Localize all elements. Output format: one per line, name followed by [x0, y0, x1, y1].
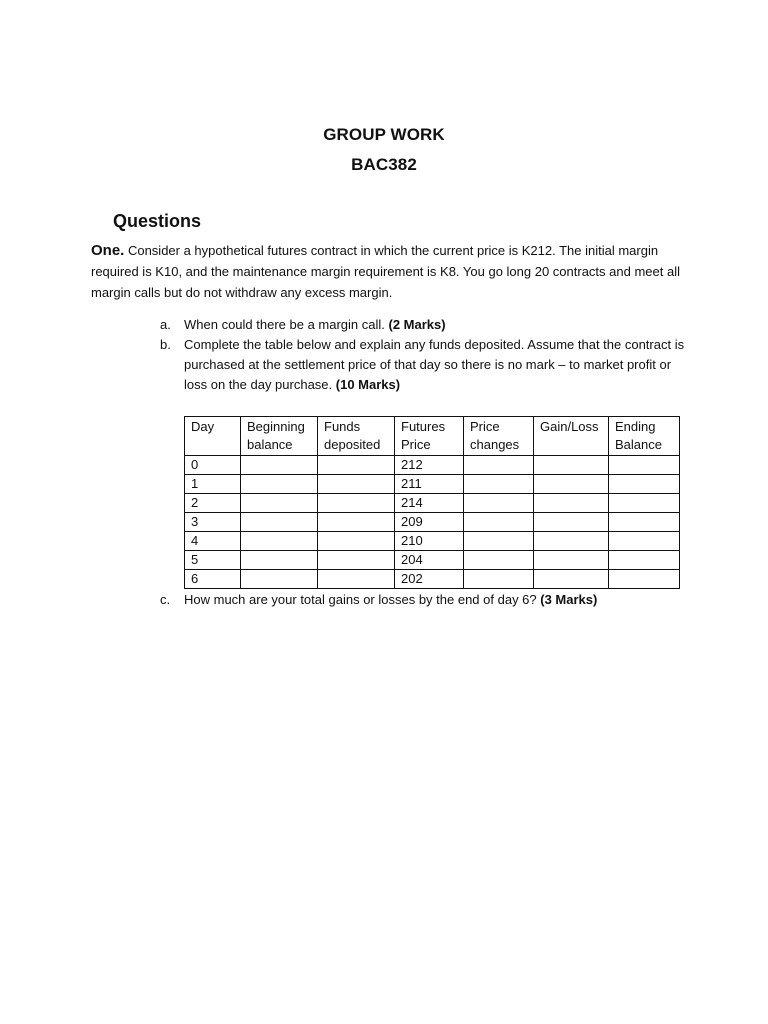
list-marker: a.: [160, 317, 171, 332]
list-item: [160, 315, 690, 335]
table-cell: 0: [185, 456, 241, 475]
header-funds-deposited: Funds deposited: [318, 417, 395, 456]
table-cell: [318, 456, 395, 475]
table-cell: 1: [185, 475, 241, 494]
table-cell: [609, 456, 680, 475]
list-marker: b.: [160, 337, 171, 352]
table-cell: [609, 532, 680, 551]
header-beginning-balance: Beginning balance: [241, 417, 318, 456]
table-cell: [534, 475, 609, 494]
table-cell: [318, 551, 395, 570]
table-cell: [241, 532, 318, 551]
question-parts-list: [160, 315, 690, 395]
document-title: GROUP WORK: [323, 125, 445, 144]
list-marker: c.: [160, 592, 171, 607]
table-row: [185, 570, 680, 589]
table-cell: [464, 513, 534, 532]
section-heading: Questions: [113, 211, 202, 231]
table-cell: [464, 475, 534, 494]
table-cell: 210: [395, 532, 464, 551]
course-code: BAC382: [351, 155, 417, 174]
header-gain-loss: Gain/Loss: [534, 417, 609, 456]
table-cell: [534, 551, 609, 570]
table-cell: 4: [185, 532, 241, 551]
table-row: [185, 513, 680, 532]
table-cell: [241, 494, 318, 513]
table-cell: [241, 570, 318, 589]
question-one: [91, 240, 691, 303]
question-text: Consider a hypothetical futures contract in which the current price is K212. The initial margin required is K10, and the maintenance margin requirement is K8. You go long 20 contracts and meet all margin calls but do not withdraw any excess margin.: [91, 243, 680, 300]
header-day: Day: [185, 417, 241, 456]
table-row: [185, 551, 680, 570]
table-row: [185, 456, 680, 475]
table-cell: [318, 532, 395, 551]
header-price-changes: Price changes: [464, 417, 534, 456]
table-cell: 202: [395, 570, 464, 589]
table-cell: 212: [395, 456, 464, 475]
table-row: [185, 494, 680, 513]
table-cell: [534, 532, 609, 551]
table-cell: [609, 513, 680, 532]
marks-label: (10 Marks): [335, 377, 401, 392]
marks-label: (3 Marks): [540, 592, 598, 607]
table-cell: [464, 551, 534, 570]
table-cell: 3: [185, 513, 241, 532]
table-cell: [609, 551, 680, 570]
list-item-text: How much are your total gains or losses by the end of day 6?: [184, 592, 541, 607]
table-cell: [318, 570, 395, 589]
table-cell: 2: [185, 494, 241, 513]
table-cell: [609, 475, 680, 494]
header-ending-balance: Ending Balance: [609, 417, 680, 456]
list-item: [160, 590, 690, 610]
table-cell: [241, 475, 318, 494]
table-cell: 204: [395, 551, 464, 570]
table-cell: [241, 513, 318, 532]
table-cell: [534, 570, 609, 589]
table-cell: [534, 494, 609, 513]
question-number: One.: [91, 242, 125, 259]
table-row: [185, 532, 680, 551]
table-cell: [464, 494, 534, 513]
table-cell: 209: [395, 513, 464, 532]
list-item-text: Complete the table below and explain any funds deposited. Assume that the contract is purchased at the settlement price of that day so there is no mark – to market profit or loss on the day purchase.: [184, 337, 685, 392]
table-cell: 6: [185, 570, 241, 589]
table-cell: 214: [395, 494, 464, 513]
table-cell: [318, 475, 395, 494]
table-cell: [534, 513, 609, 532]
margin-account-table: [184, 416, 680, 589]
table-cell: 211: [395, 475, 464, 494]
table-cell: [318, 513, 395, 532]
table-header-row: [185, 417, 680, 456]
table-cell: [241, 456, 318, 475]
table-cell: [241, 551, 318, 570]
header-futures-price: Futures Price: [395, 417, 464, 456]
list-item-text: When could there be a margin call.: [184, 317, 389, 332]
table-cell: [464, 570, 534, 589]
table-cell: [609, 570, 680, 589]
table-cell: 5: [185, 551, 241, 570]
table-cell: [464, 532, 534, 551]
list-item: [160, 335, 690, 395]
table-cell: [318, 494, 395, 513]
marks-label: (2 Marks): [388, 317, 446, 332]
question-parts-list-continued: [160, 590, 690, 610]
table-cell: [464, 456, 534, 475]
table-row: [185, 475, 680, 494]
table-cell: [534, 456, 609, 475]
table-cell: [609, 494, 680, 513]
